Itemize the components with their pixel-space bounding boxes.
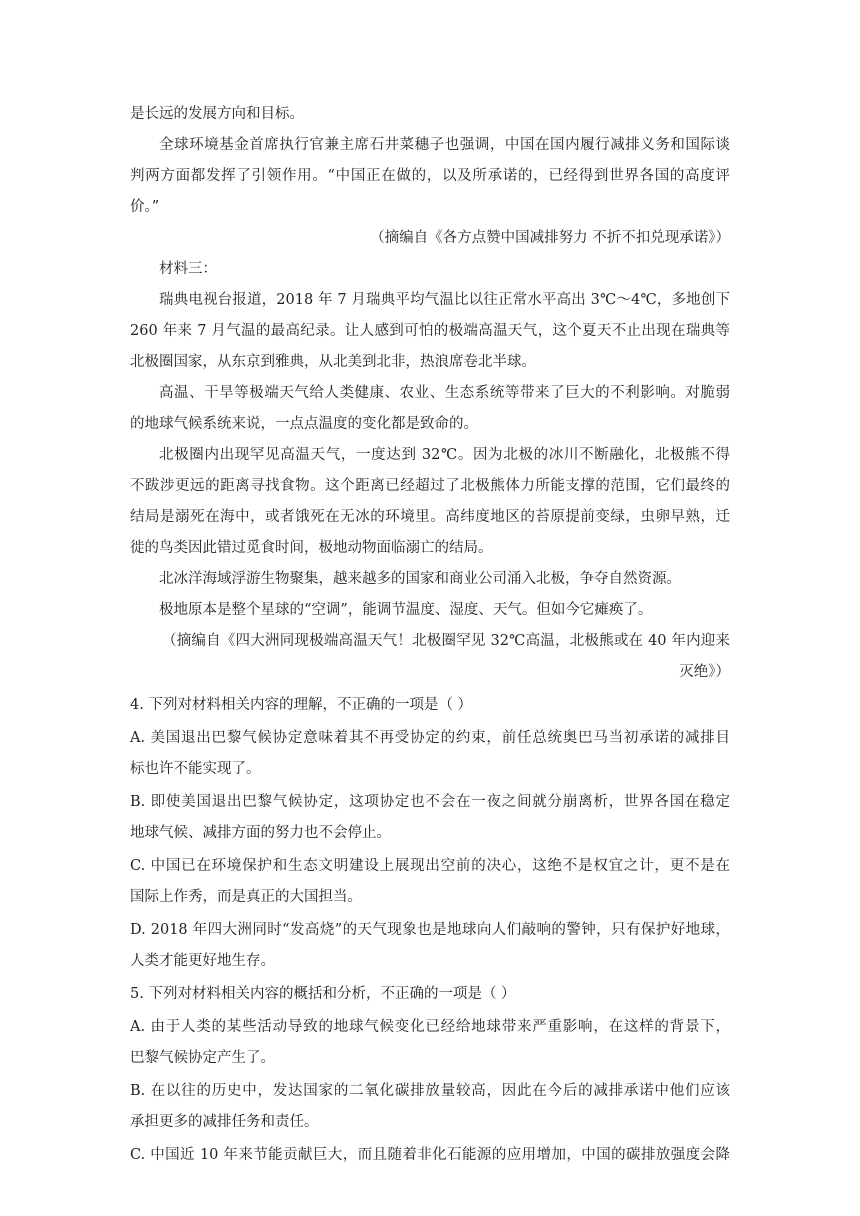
option-line: A. 美国退出巴黎气候协定意味着其不再受协定的约束，前任总统奥巴马当初承诺的减排目 bbox=[130, 730, 730, 746]
option-line: 巴黎气候协定产生了。 bbox=[130, 1050, 275, 1066]
option-line: 标也许不能实现了。 bbox=[130, 761, 261, 777]
option-line: 人类才能更好地生存。 bbox=[130, 953, 275, 969]
text-line: 不跋涉更远的距离寻找食物。这个距离已经超过了北极熊体力所能支撑的范围，它们最终的 bbox=[130, 478, 730, 494]
option-line: D. 2018 年四大洲同时“发高烧”的天气现象也是地球向人们敲响的警钟，只有保护好地球， bbox=[130, 922, 730, 938]
section-heading: 材料三： bbox=[159, 261, 217, 277]
source-citation: 灭绝》） bbox=[679, 664, 730, 680]
text-line: 瑞典电视台报道，2018 年 7 月瑞典平均气温比以往正常水平高出 3℃～4℃，多地创下 bbox=[159, 292, 730, 308]
option-line: C. 中国近 10 年来节能贡献巨大，而且随着非化石能源的应用增加，中国的碳排放强度会降 bbox=[130, 1147, 730, 1163]
text-line: 北极圈国家，从东京到雅典，从北美到北非，热浪席卷北半球。 bbox=[130, 354, 536, 370]
text-line: 判两方面都发挥了引领作用。“中国正在做的，以及所承诺的，已经得到世界各国的高度评 bbox=[130, 168, 730, 184]
option-line: 承担更多的减排任务和责任。 bbox=[130, 1114, 319, 1130]
text-line: 价。” bbox=[130, 199, 160, 215]
text-line: 是长远的发展方向和目标。 bbox=[130, 106, 304, 122]
text-line: 高温、干旱等极端天气给人类健康、农业、生态系统等带来了巨大的不利影响。对脆弱 bbox=[159, 385, 730, 401]
text-line: 的地球气候系统来说，一点点温度的变化都是致命的。 bbox=[130, 416, 478, 432]
option-line: B. 即使美国退出巴黎气候协定，这项协定也不会在一夜之间就分崩离析，世界各国在稳定 bbox=[130, 794, 730, 810]
question-stem: 4. 下列对材料相关内容的理解，不正确的一项是（ ） bbox=[130, 697, 473, 713]
text-line: 结局是溺死在海中，或者饿死在无冰的环境里。高纬度地区的苔原提前变绿，虫卵早熟，迁 bbox=[130, 509, 730, 525]
option-line: 国际上作秀，而是真正的大国担当。 bbox=[130, 889, 362, 905]
source-citation: （摘编自《四大洲同现极端高温天气！北极圈罕见 32℃高温，北极熊或在 40 年内迎来 bbox=[162, 633, 730, 649]
text-line: 260 年来 7 月气温的最高纪录。让人感到可怕的极端高温天气，这个夏天不止出现在瑞典等 bbox=[130, 323, 730, 339]
question-stem: 5. 下列对材料相关内容的概括和分析，不正确的一项是（ ） bbox=[130, 986, 516, 1002]
option-line: B. 在以往的历史中，发达国家的二氧化碳排放量较高，因此在今后的减排承诺中他们应该 bbox=[130, 1083, 730, 1099]
option-line: 地球气候、减排方面的努力也不会停止。 bbox=[130, 825, 391, 841]
source-citation: （摘编自《各方点赞中国减排努力 不折不扣兑现承诺》） bbox=[370, 230, 730, 246]
text-line: 极地原本是整个星球的“空调”，能调节温度、湿度、天气。但如今它瘫痪了。 bbox=[159, 602, 653, 618]
text-line: 全球环境基金首席执行官兼主席石井菜穗子也强调，中国在国内履行减排义务和国际谈 bbox=[159, 137, 730, 153]
option-line: C. 中国已在环境保护和生态文明建设上展现出空前的决心，这绝不是权宜之计，更不是在 bbox=[130, 858, 730, 874]
text-line: 北极圈内出现罕见高温天气，一度达到 32℃。因为北极的冰川不断融化，北极熊不得 bbox=[159, 447, 730, 463]
text-line: 北冰洋海域浮游生物聚集，越来越多的国家和商业公司涌入北极，争夺自然资源。 bbox=[159, 571, 681, 587]
option-line: A. 由于人类的某些活动导致的地球气候变化已经给地球带来严重影响，在这样的背景下， bbox=[130, 1019, 730, 1035]
text-line: 徙的鸟类因此错过觅食时间，极地动物面临溺亡的结局。 bbox=[130, 540, 493, 556]
